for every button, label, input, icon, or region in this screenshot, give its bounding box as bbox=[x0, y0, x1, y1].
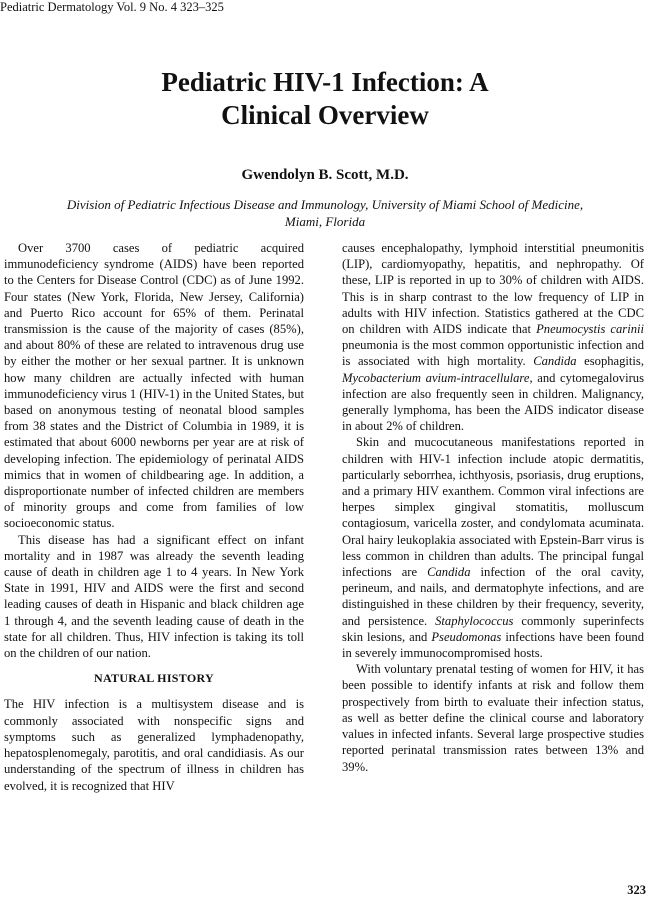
text-run: causes encephalopathy, lymphoid interstitial pneumonitis (LIP), cardiomyopathy, hepatitis, and nephropathy. Of these, LIP is reported in up to 30% of children with AIDS. This is in sharp contrast to the low frequency of LIP in adults with HIV infection. Statistics gathered at the CDC on children with AIDS indicate that bbox=[342, 241, 644, 337]
title-line-2: Clinical Overview bbox=[221, 100, 429, 130]
title-line-1: Pediatric HIV-1 Infection: A bbox=[161, 67, 489, 97]
right-column bbox=[342, 240, 644, 775]
journal-citation: Pediatric Dermatology Vol. 9 No. 4 323–325 bbox=[0, 0, 224, 14]
page-number: 323 bbox=[627, 883, 646, 897]
manifestations-paragraph bbox=[342, 240, 644, 434]
text-run: commonly superinfects skin lesions, and bbox=[342, 613, 644, 644]
text-run: esophagitis, bbox=[576, 354, 644, 369]
author-affiliation bbox=[30, 196, 620, 230]
text-run: infection of the oral cavity, perineum, and nails, and dermatophyte infections, and are distinguished in these children by their frequency, severity, and persistence. bbox=[342, 565, 644, 628]
article-title bbox=[0, 66, 650, 132]
text-run: pneumonia is the most common opportunistic infection and is associated with high mortality. bbox=[342, 338, 644, 369]
text-run: Skin and mucocutaneous manifestations reported in children with HIV-1 infection include atopic dermatitis, particularly seborrhea, ichthyosis, psoriasis, drug eruptions, and a primary HIV exanthem. Common viral infections are herpes simplex gingival stomatitis, molluscum contagiosum, varicella zoster, and condylomata acuminata. Oral hairy leukoplakia associated with Epstein-Barr virus is less common in children than adults. The principal fungal infections are bbox=[342, 435, 644, 580]
intro-paragraph: Over 3700 cases of pediatric acquired immunodeficiency syndrome (AIDS) have been reported to the Centers for Disease Control (CDC) as of June 1992. Four states (New York, Florida, New Jersey, California) and Puerto Rico account for 65% of them. Perinatal transmission is the cause of the majority of cases (85%), and about 80% of these are related to intravenous drug use by either the mother or her sexual partner. It is unknown how many children are actually infected with human immunodeficiency virus 1 (HIV-1) in the United States, but based on anonymous testing of neonatal blood samples from 38 states and the District of Columbia in 1989, it is estimated that about 6000 newborns per year are at risk of developing infection. The epidemiology of perinatal AIDS mimics that in women of childbearing age. In addition, a disproportionate number of infected children are members of minority groups and come from families of low socioeconomic status. bbox=[4, 241, 304, 531]
left-column bbox=[4, 240, 304, 794]
mortality-paragraph: This disease has had a significant effect on infant mortality and in 1987 was already the seventh leading cause of death in children age 1 to 4 years. In New York State in 1991, HIV and AIDS were the first and second leading causes of death in Hispanic and black children age 1 through 4, and the seventh leading cause of death in the state for all children. Thus, HIV infection is taking its toll on the children of our nation. bbox=[4, 532, 304, 661]
affiliation-line-2: Miami, Florida bbox=[284, 214, 366, 229]
text-run: , and cytomegalovirus infection are also frequently seen in children. Malignancy, generally lymphoma, has been the AIDS indicator disease in about 2% of children. bbox=[342, 370, 644, 434]
italic-term: Candida bbox=[533, 354, 577, 369]
text-run: infections have been found in severely immunocompromised hosts. bbox=[342, 629, 644, 661]
skin-paragraph bbox=[342, 434, 644, 661]
italic-term: Candida bbox=[427, 565, 471, 580]
prenatal-testing-paragraph: With voluntary prenatal testing of women for HIV, it has been possible to identify infants at risk and follow them prospectively from birth to evaluate their infection status, as well as better define the clinical course and laboratory values in infected infants. Several large prospective studies reported perinatal transmission rates between 13% and 39%. bbox=[342, 662, 644, 774]
italic-term: Pseudomonas bbox=[431, 629, 502, 644]
italic-term: Staphylococcus bbox=[435, 613, 514, 628]
natural-history-paragraph: The HIV infection is a multisystem disease and is commonly associated with nonspecific signs and symptoms such as generalized lymphadenopathy, hepatosplenomegaly, parotitis, and oral candidiasis. As our understanding of the spectrum of illness in children has evolved, it is recognized that HIV bbox=[4, 697, 304, 793]
affiliation-line-1: Division of Pediatric Infectious Disease and Immunology, University of Miami School of Medicine, bbox=[66, 197, 584, 212]
italic-term: Mycobacterium avium-intracellulare bbox=[342, 370, 530, 385]
italic-term: Pneumocystis carinii bbox=[536, 322, 644, 337]
section-heading-natural-history: NATURAL HISTORY bbox=[94, 671, 214, 686]
author-name: Gwendolyn B. Scott, M.D. bbox=[241, 167, 409, 183]
